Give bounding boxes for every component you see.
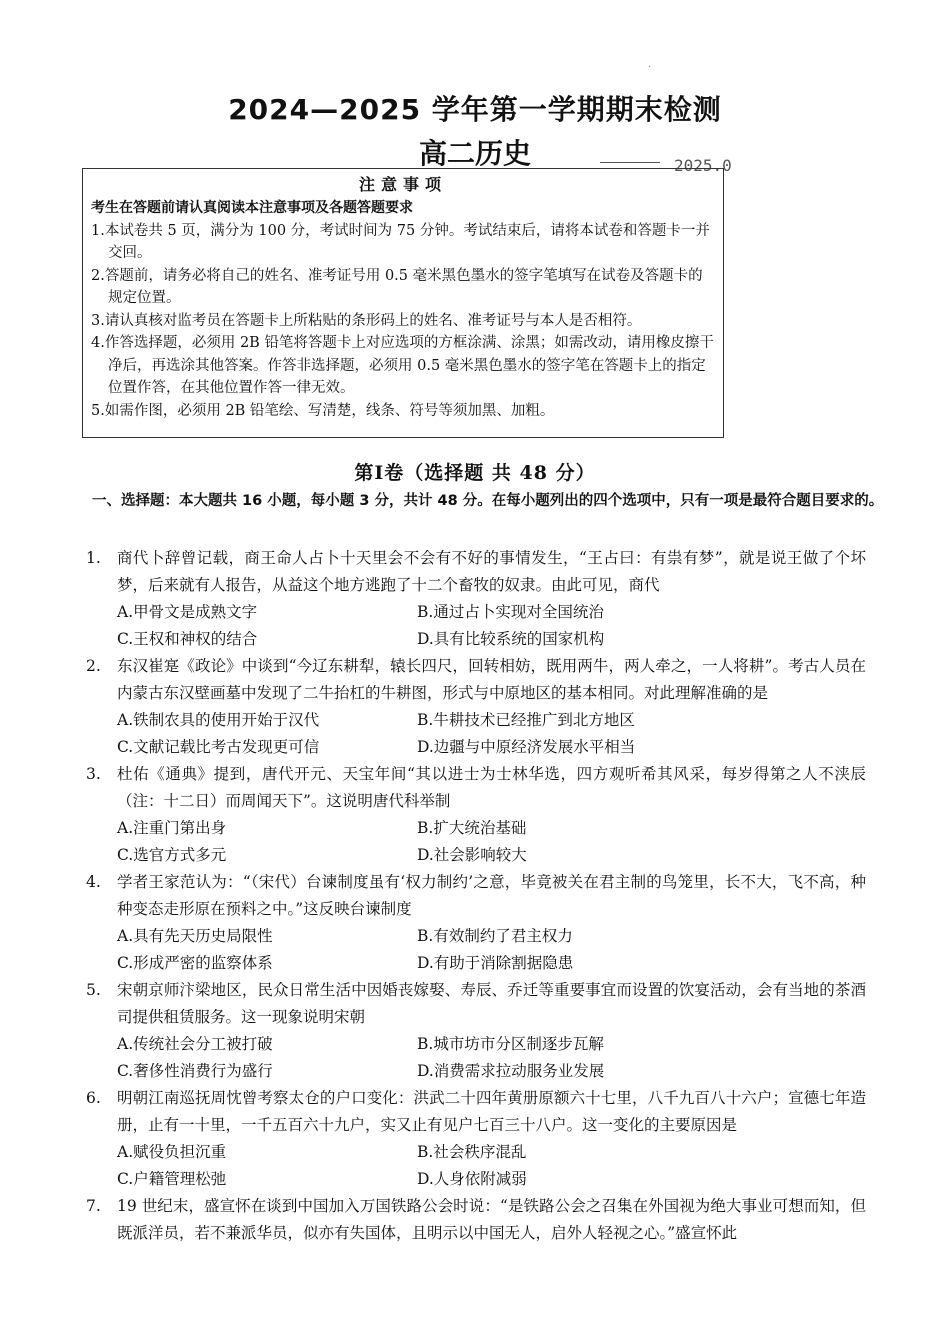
option-a: A.注重门第出身 [117,819,227,837]
question-number: 1. [86,549,101,567]
question-item [86,1193,866,1247]
question-item [86,1085,866,1193]
option-a: A.赋役负担沉重 [117,1143,227,1161]
option-b: B.社会秩序混乱 [417,1143,527,1161]
option-a: A.铁制农具的使用开始于汉代 [117,711,320,729]
option-a: A.甲骨文是成熟文字 [117,603,258,621]
question-item [86,761,866,869]
scan-dot: · [648,62,652,73]
date-rule [600,162,660,163]
question-number: 2. [86,657,101,675]
question-item [86,545,866,653]
question-item [86,653,866,761]
notice-title: 注意事项 [358,175,447,194]
option-d: D.具有比较系统的国家机构 [417,630,605,648]
question-number: 4. [86,873,101,891]
question-stem: 杜佑《通典》提到，唐代开元、天宝年间“其以进士为士林华选，四方观听希其风采，每岁得第之人不浃辰（注：十二日）而周闻天下”。这说明唐代科举制 [117,765,866,810]
option-b: B.牛耕技术已经推广到北方地区 [417,711,635,729]
question-stem: 东汉崔寔《政论》中谈到“今辽东耕犁，辕长四尺，回转相妨，既用两牛，两人牵之，一人将耕”。考古人员在内蒙古东汉壁画墓中发现了二牛抬杠的牛耕图，形式与中原地区的基本相同。对此理解准确的是 [117,657,866,702]
option-grid [117,1031,866,1085]
notice-item: 4.作答选择题，必须用 2B 铅笔将答题卡上对应选项的方框涂满、涂黑；如需改动，请用橡皮擦干净后，再选涂其他答案。作答非选择题，必须用 0.5 毫米黑色墨水的签字笔在答题卡上的指定位置作答，在其他位置作答一律无效。 [91,335,714,396]
question-stem: 学者王家范认为：“（宋代）台谏制度虽有‘权力制约’之意，毕竟被关在君主制的鸟笼里，长不大，飞不高，种种变态走形原在预料之中。”这反映台谏制度 [117,873,866,918]
notice-item: 5.如需作图，必须用 2B 铅笔绘、写清楚，线条、符号等须加黑、加粗。 [91,402,555,419]
question-number: 5. [86,981,101,999]
notice-item: 3.请认真核对监考员在答题卡上所粘贴的条形码上的姓名、准考证号与本人是否相符。 [91,312,642,329]
question-item [86,977,866,1085]
option-d: D.边疆与中原经济发展水平相当 [417,738,636,756]
option-c: C.形成严密的监察体系 [117,954,273,972]
option-grid [117,923,866,977]
question-item [86,869,866,977]
option-c: C.王权和神权的结合 [117,630,258,648]
option-b: B.有效制约了君主权力 [417,927,573,945]
exam-date: 2025.0 [674,156,732,175]
option-grid [117,815,866,869]
section-title: 第Ⅰ卷（选择题 共 48 分） [354,462,596,484]
question-stem: 19 世纪末，盛宣怀在谈到中国加入万国铁路公会时说：“是铁路公会之召集在外国视为绝大事业可想而知，但既派洋员，若不兼派华员，似亦有失国体，且明示以中国无人，启外人轻视之心。”盛宣怀此 [117,1197,866,1242]
question-number: 3. [86,765,101,783]
option-grid [117,707,866,761]
option-d: D.人身依附减弱 [417,1170,527,1188]
option-d: D.有助于消除割据隐患 [417,954,574,972]
option-d: D.社会影响较大 [417,846,527,864]
option-c: C.奢侈性消费行为盛行 [117,1062,273,1080]
option-d: D.消费需求拉动服务业发展 [417,1062,605,1080]
question-list [86,545,866,1247]
question-number: 6. [86,1089,101,1107]
option-c: C.户籍管理松弛 [117,1170,227,1188]
option-b: B.通过占卜实现对全国统治 [417,603,604,621]
section-instructions: 一、选择题：本大题共 16 小题，每小题 3 分，共计 48 分。在每小题列出的四个选项中，只有一项是最符合题目要求的。 [92,493,884,509]
notice-box [82,168,724,438]
option-a: A.传统社会分工被打破 [117,1035,273,1053]
exam-title: 2024—2025 学年第一学期期末检测 [228,93,722,126]
option-c: C.文献记载比考古发现更可信 [117,738,320,756]
question-number: 7. [86,1197,101,1215]
option-a: A.具有先天历史局限性 [117,927,273,945]
option-grid [117,599,866,653]
question-stem: 明朝江南巡抚周忱曾考察太仓的户口变化：洪武二十四年黄册原额六十七里，八千九百八十六户；宣德七年造册，止有一十里，一千五百六十九户，实又止有见户七百三十八户。这一变化的主要原因是 [117,1089,866,1134]
notice-item: 2.答题前，请务必将自己的姓名、准考证号用 0.5 毫米黑色墨水的签字笔填写在试卷及答题卡的规定位置。 [91,267,703,306]
option-b: B.城市坊市分区制逐步瓦解 [417,1035,604,1053]
question-stem: 商代卜辞曾记载，商王命人占卜十天里会不会有不好的事情发生，“王占曰：有祟有梦”，就是说王做了个坏梦，后来就有人报告，从益这个地方逃跑了十二个畜牧的奴隶。由此可见，商代 [117,549,866,594]
option-b: B.扩大统治基础 [417,819,527,837]
notice-item: 1.本试卷共 5 页，满分为 100 分，考试时间为 75 分钟。考试结束后，请将本试卷和答题卡一并交回。 [91,222,710,261]
question-stem: 宋朝京师汴梁地区，民众日常生活中因婚丧嫁娶、寿辰、乔迁等重要事宜而设置的饮宴活动，会有当地的茶酒司提供租赁服务。这一现象说明宋朝 [117,981,866,1026]
option-c: C.选官方式多元 [117,846,227,864]
option-grid [117,1139,866,1193]
notice-intro: 考生在答题前请认真阅读本注意事项及各题答题要求 [91,200,413,216]
exam-subject: 高二历史 [418,137,531,170]
